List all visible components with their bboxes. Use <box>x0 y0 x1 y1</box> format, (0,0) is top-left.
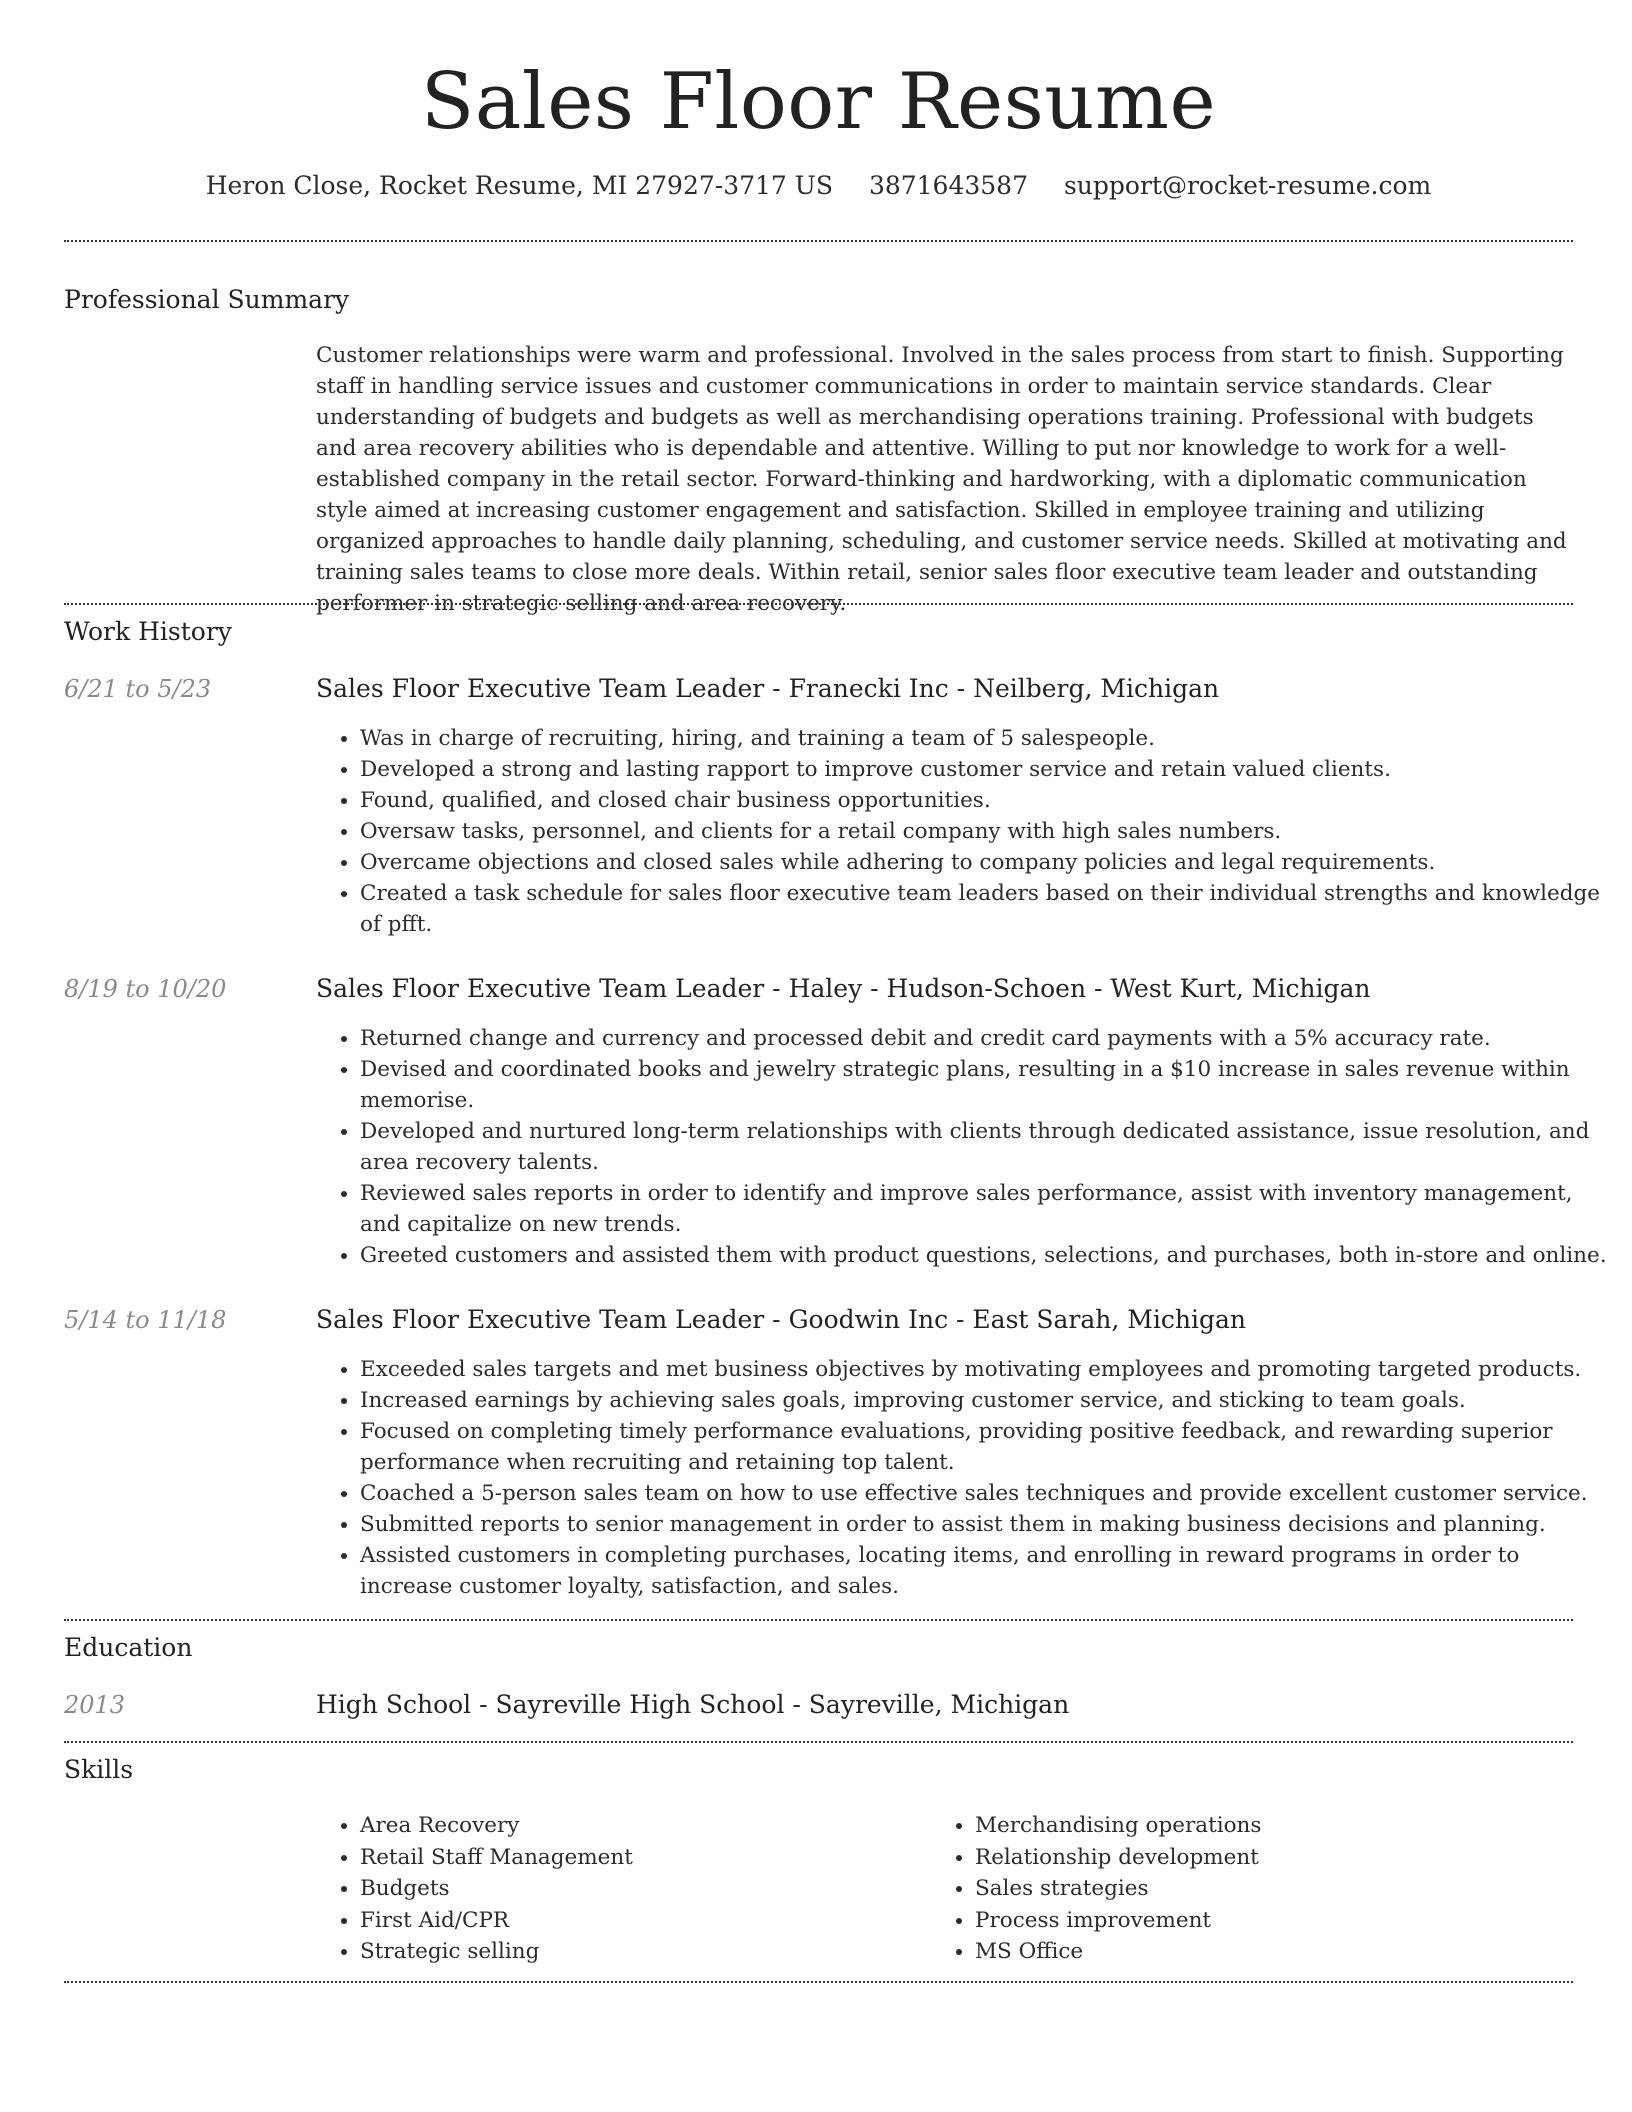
skill-item: • Budgets <box>360 1873 920 1905</box>
resume-page <box>64 0 1607 1964</box>
section-title-work: Work History <box>64 617 232 646</box>
education-entry: High School - Sayreville High School - Sayreville, Michigan <box>316 1690 1070 1719</box>
skill-item: • Relationship development <box>975 1842 1575 1874</box>
list-item: • Was in charge of recruiting, hiring, and training a team of 5 salespeople. <box>360 723 1617 754</box>
list-item: • Found, qualified, and closed chair business opportunities. <box>360 785 1617 816</box>
skill-item: • Process improvement <box>975 1905 1575 1937</box>
job-bullets <box>316 723 1617 940</box>
job-title: Sales Floor Executive Team Leader - Haley - Hudson-Schoen - West Kurt, Michigan <box>316 974 1371 1003</box>
contact-email: support@rocket-resume.com <box>1063 171 1432 200</box>
divider <box>64 1619 1573 1621</box>
list-item: • Devised and coordinated books and jewelry strategic plans, resulting in a $10 increase in sales revenue within memorise. <box>360 1054 1617 1116</box>
divider <box>64 240 1573 242</box>
divider <box>64 603 1573 605</box>
skill-item: • Sales strategies <box>975 1873 1575 1905</box>
list-item: • Assisted customers in completing purchases, locating items, and enrolling in reward programs in order to increase customer loyalty, satisfaction, and sales. <box>360 1540 1617 1602</box>
skills-list-left <box>316 1810 920 1968</box>
list-item: • Focused on completing timely performance evaluations, providing positive feedback, and rewarding superior performance when recruiting and retaining top talent. <box>360 1416 1617 1478</box>
job-dates: 5/14 to 11/18 <box>64 1306 227 1334</box>
job-title: Sales Floor Executive Team Leader - Goodwin Inc - East Sarah, Michigan <box>316 1305 1246 1334</box>
contact-line <box>64 170 1573 202</box>
list-item: • Developed a strong and lasting rapport to improve customer service and retain valued clients. <box>360 754 1617 785</box>
list-item: • Increased earnings by achieving sales goals, improving customer service, and sticking to team goals. <box>360 1385 1617 1416</box>
section-title-skills: Skills <box>64 1755 134 1784</box>
contact-address: Heron Close, Rocket Resume, MI 27927-3717 US <box>205 171 833 200</box>
list-item: • Greeted customers and assisted them with product questions, selections, and purchases, both in-store and online. <box>360 1240 1617 1271</box>
summary-text: Customer relationships were warm and professional. Involved in the sales process from start to finish. Supporting staff in handling service issues and customer communications in order to maintain service standards. Clear understanding of budgets and budgets as well as merchandising operations training. Professional with budgets and area recovery abilities who is dependable and attentive. Willing to put nor knowledge to work for a well-established company in the retail sector. Forward-thinking and hardworking, with a diplomatic communication style aimed at increasing customer engagement and satisfaction. Skilled in employee training and utilizing organized approaches to handle daily planning, scheduling, and customer service needs. Skilled at motivating and training sales teams to close more deals. Within retail, senior sales floor executive team leader and outstanding performer in strategic selling and area recovery. <box>316 343 1567 616</box>
skill-item: • MS Office <box>975 1936 1575 1968</box>
section-title-summary: Professional Summary <box>64 285 350 314</box>
divider <box>64 1741 1573 1743</box>
skill-item: • Strategic selling <box>360 1936 920 1968</box>
list-item: • Oversaw tasks, personnel, and clients for a retail company with high sales numbers. <box>360 816 1617 847</box>
list-item: • Coached a 5-person sales team on how to use effective sales techniques and provide excellent customer service. <box>360 1478 1617 1509</box>
list-item: • Submitted reports to senior management in order to assist them in making business decisions and planning. <box>360 1509 1617 1540</box>
skill-item: • First Aid/CPR <box>360 1905 920 1937</box>
job-dates: 6/21 to 5/23 <box>64 675 212 703</box>
skills-list-right <box>931 1810 1575 1968</box>
job-bullets <box>316 1354 1617 1602</box>
job-dates: 8/19 to 10/20 <box>64 975 227 1003</box>
job-bullets <box>316 1023 1617 1271</box>
divider <box>64 1981 1573 1983</box>
list-item: • Created a task schedule for sales floor executive team leaders based on their individual strengths and knowledge of pfft. <box>360 878 1617 940</box>
section-title-education: Education <box>64 1633 193 1662</box>
skill-item: • Area Recovery <box>360 1810 920 1842</box>
skill-item: • Merchandising operations <box>975 1810 1575 1842</box>
job-title: Sales Floor Executive Team Leader - Franecki Inc - Neilberg, Michigan <box>316 674 1220 703</box>
contact-phone: 3871643587 <box>868 171 1028 200</box>
list-item: • Reviewed sales reports in order to identify and improve sales performance, assist with inventory management, and capitalize on new trends. <box>360 1178 1617 1240</box>
list-item: • Overcame objections and closed sales while adhering to company policies and legal requirements. <box>360 847 1617 878</box>
list-item: • Developed and nurtured long-term relationships with clients through dedicated assistance, issue resolution, and area recovery talents. <box>360 1116 1617 1178</box>
education-year: 2013 <box>64 1691 126 1719</box>
list-item: • Exceeded sales targets and met business objectives by motivating employees and promoting targeted products. <box>360 1354 1617 1385</box>
list-item: • Returned change and currency and processed debit and credit card payments with a 5% accuracy rate. <box>360 1023 1617 1054</box>
skill-item: • Retail Staff Management <box>360 1842 920 1874</box>
resume-title: Sales Floor Resume <box>420 57 1217 147</box>
